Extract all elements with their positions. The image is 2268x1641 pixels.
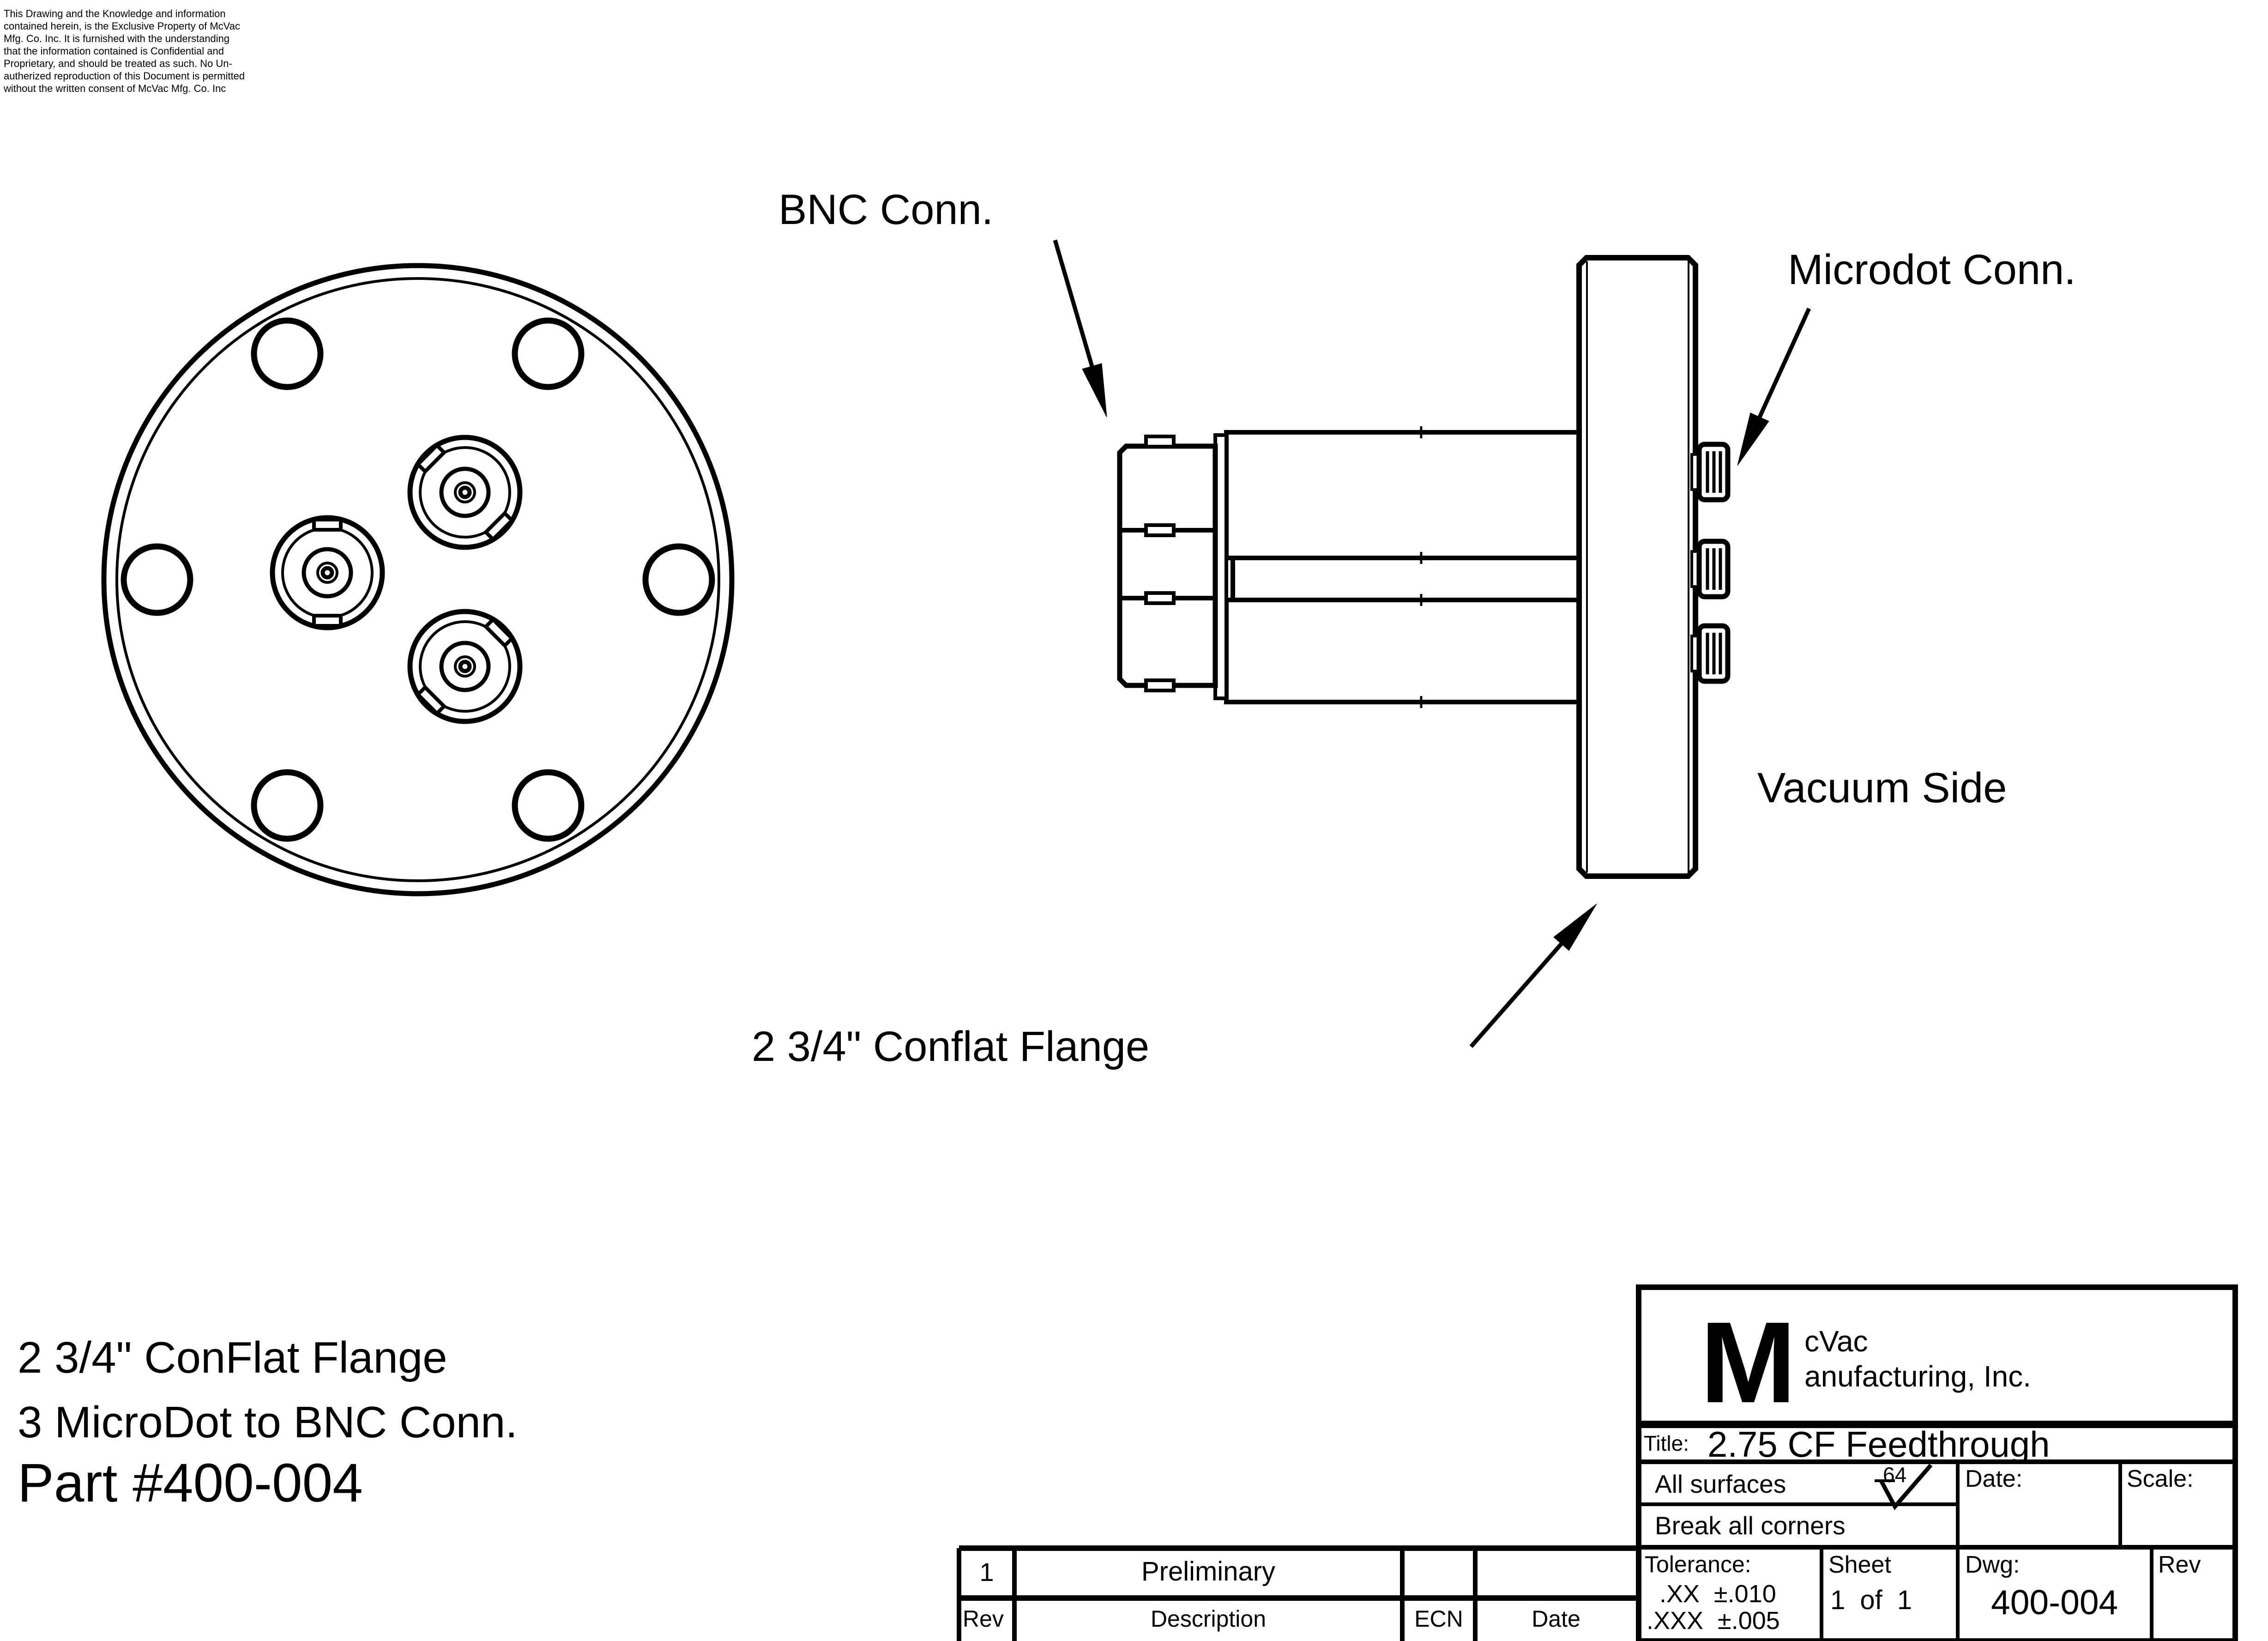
break-corners-label: Break all corners	[1655, 1511, 1846, 1540]
revision-row-description: Preliminary	[1141, 1556, 1276, 1587]
microdot-connector	[1692, 444, 1728, 500]
microdot-connectors	[1692, 444, 1728, 681]
bnc-label-arrow	[1055, 240, 1107, 417]
flange-front-view	[104, 266, 732, 894]
bayonet-lug	[314, 616, 341, 626]
part-number: Part #400-004	[18, 1453, 363, 1514]
bolt-hole	[254, 772, 320, 839]
header-description: Description	[1150, 1606, 1267, 1632]
bayonet-pin	[1146, 680, 1174, 690]
bayonet-pin	[1146, 436, 1174, 447]
bolt-hole	[124, 546, 190, 613]
bayonet-pin	[1146, 593, 1174, 603]
notice-line: that the information contained is Confidential and	[4, 45, 224, 57]
sheet-value: 1 of 1	[1830, 1585, 1912, 1615]
scale-label: Scale:	[2127, 1465, 2194, 1492]
bolt-hole	[515, 772, 581, 839]
part-description-line1: 2 3/4" ConFlat Flange	[18, 1333, 447, 1382]
date-label: Date:	[1965, 1465, 2023, 1492]
bnc-label: BNC Conn.	[778, 186, 994, 233]
header-ecn: ECN	[1414, 1606, 1463, 1632]
bnc-connector-front	[272, 518, 382, 628]
logo-line2: anufacturing, Inc.	[1804, 1360, 2031, 1393]
notice-line: contained herein, is the Exclusive Property of McVac	[4, 20, 240, 32]
microdot-label: Microdot Conn.	[1788, 246, 2076, 293]
bnc-coupling-nuts	[1120, 436, 1215, 690]
conflat-flange-side	[1579, 258, 1695, 876]
all-surfaces-label: All surfaces	[1655, 1470, 1786, 1498]
bayonet-pin	[1146, 525, 1174, 535]
bayonet-lug	[314, 520, 341, 530]
bnc-body-bottom	[1226, 600, 1579, 702]
logo-line1: cVac	[1804, 1325, 1868, 1358]
bnc-body-middle	[1233, 558, 1579, 600]
vacuum-side-label: Vacuum Side	[1757, 764, 2007, 811]
bnc-connector-front	[410, 437, 520, 547]
part-description-line2: 3 MicroDot to BNC Conn.	[18, 1398, 518, 1447]
tolerance-xxx: .XXX ±.005	[1647, 1607, 1780, 1635]
conflat-flange-label: 2 3/4" Conflat Flange	[752, 1023, 1150, 1070]
flange-outer-circle	[104, 266, 732, 894]
header-rev: Rev	[963, 1606, 1004, 1632]
bnc-body-top	[1226, 432, 1579, 558]
bolt-hole	[515, 321, 581, 387]
notice-line: without the written consent of McVac Mfg. Co. Inc	[4, 83, 226, 94]
notice-line: This Drawing and the Knowledge and information	[4, 8, 226, 19]
surface-finish-value: 64	[1883, 1463, 1907, 1487]
bolt-hole	[645, 546, 712, 613]
dwg-label: Dwg:	[1965, 1551, 2020, 1578]
revision-row-rev: 1	[979, 1557, 994, 1587]
notice-line: Proprietary, and should be treated as such. No Un-	[4, 58, 232, 69]
bolt-hole	[254, 321, 320, 387]
sheet-label: Sheet	[1828, 1551, 1891, 1578]
header-date: Date	[1532, 1606, 1580, 1632]
confidentiality-notice	[4, 7, 245, 95]
microdot-connector	[1692, 541, 1728, 597]
feedthrough-side-view	[1120, 258, 1728, 876]
conflat-label-arrow	[1471, 904, 1597, 1047]
drawing-title: 2.75 CF Feedthrough	[1707, 1424, 2050, 1465]
title-label: Title:	[1644, 1431, 1689, 1455]
logo-initial: M	[1700, 1298, 1797, 1427]
notice-line: Mfg. Co. Inc. It is furnished with the understanding	[4, 33, 230, 44]
rev-column-label: Rev	[2158, 1551, 2201, 1578]
notice-line: autherized reproduction of this Document is permitted	[4, 70, 245, 82]
bnc-connector-front	[410, 612, 520, 721]
dwg-number: 400-004	[1991, 1583, 2118, 1622]
microdot-label-arrow	[1737, 309, 1809, 466]
tolerance-xx: .XX ±.010	[1659, 1580, 1776, 1608]
tolerance-label: Tolerance:	[1645, 1551, 1751, 1577]
microdot-connector	[1692, 626, 1728, 681]
